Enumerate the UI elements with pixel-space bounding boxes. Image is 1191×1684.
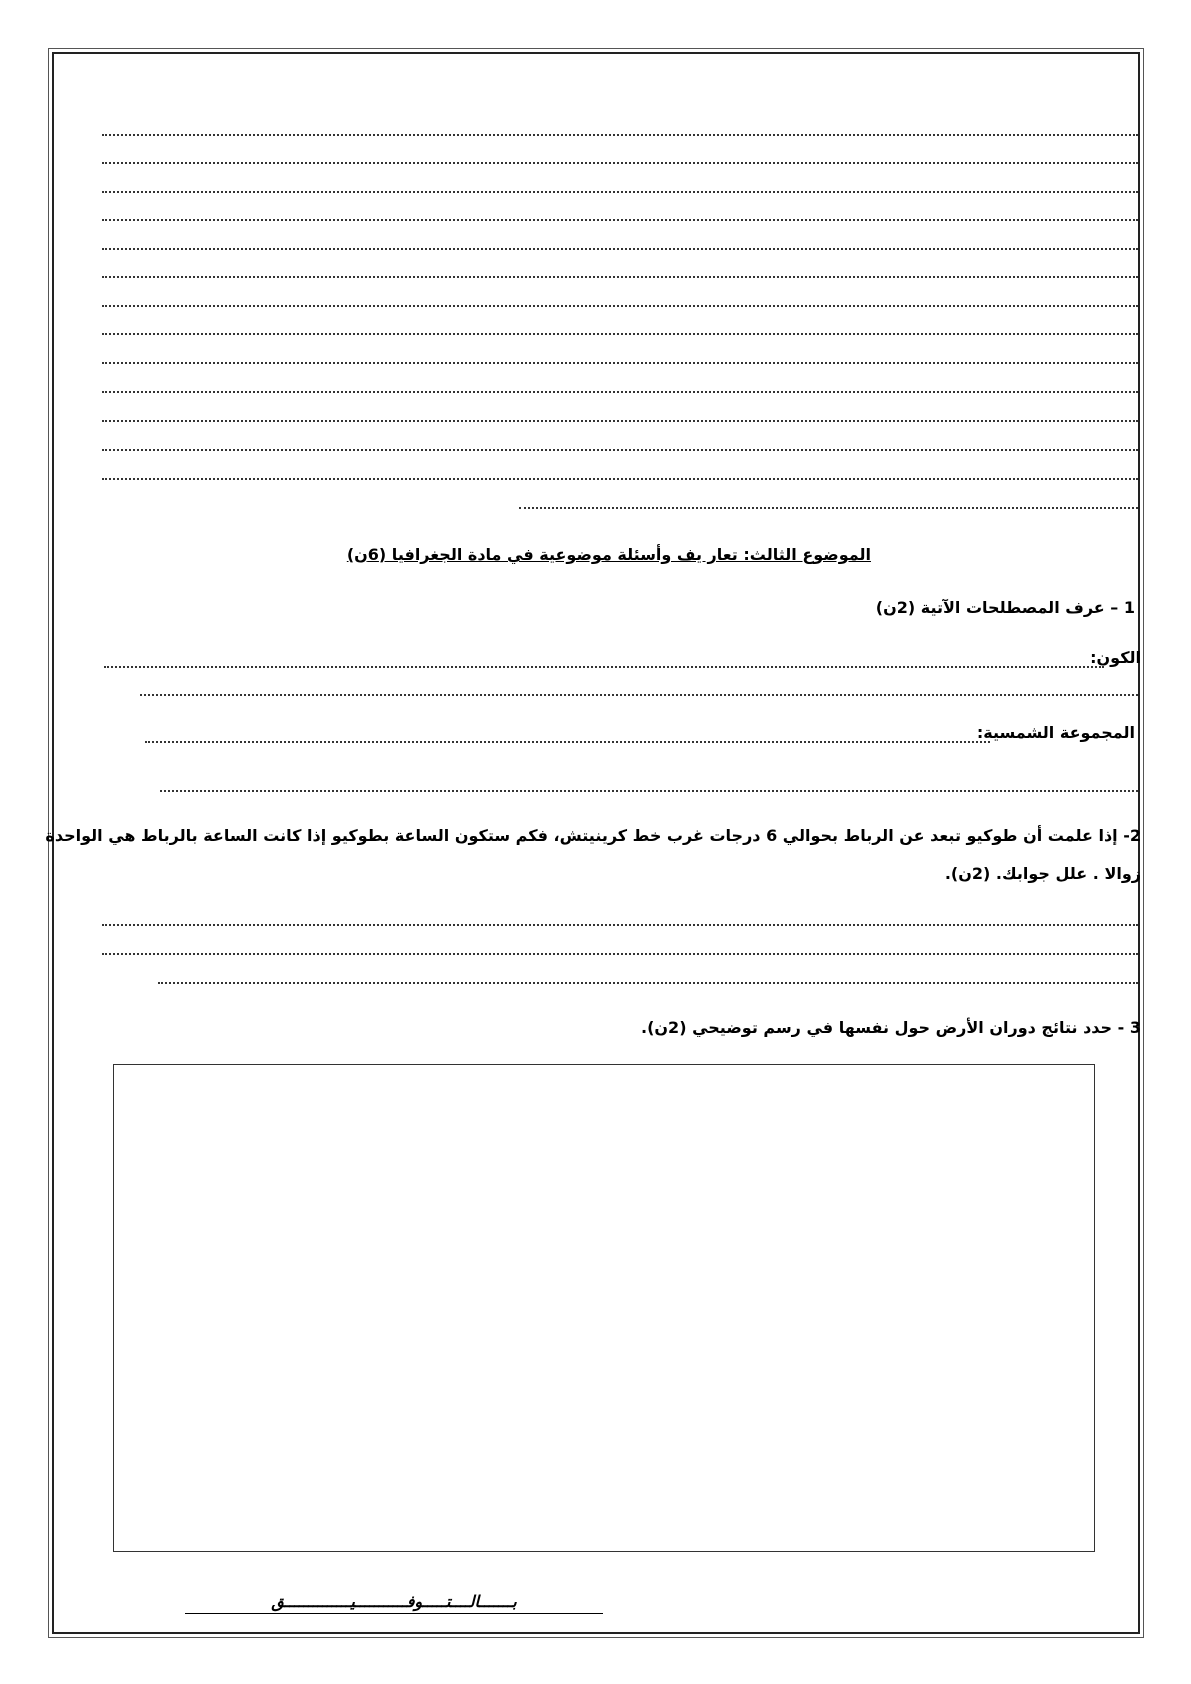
- answer-line: [102, 276, 1138, 278]
- answer-line: [145, 741, 990, 743]
- answer-line: [102, 924, 1138, 926]
- answer-line: [102, 162, 1138, 164]
- answer-line: [102, 248, 1138, 250]
- term-universe-label: الكون:: [1090, 648, 1141, 667]
- drawing-answer-box[interactable]: [113, 1064, 1095, 1552]
- answer-line: [102, 191, 1138, 193]
- answer-line: [102, 391, 1138, 393]
- answer-line: [104, 666, 1104, 668]
- section-heading: الموضوع الثالث: تعار يف وأسئلة موضوعية في مادة الجغرافيا (6ن): [346, 545, 871, 564]
- term-solar-system-label: المجموعة الشمسية:: [976, 723, 1135, 742]
- answer-line: [102, 219, 1138, 221]
- question-1-title: 1 – عرف المصطلحات الآتية (2ن): [875, 598, 1135, 617]
- answer-line: [140, 694, 1138, 696]
- answer-line: [102, 333, 1138, 335]
- answer-line: [158, 982, 1138, 984]
- answer-line: [102, 420, 1138, 422]
- question-3-title: 3 - حدد نتائج دوران الأرض حول نفسها في رسم توضيحي (2ن).: [641, 1018, 1141, 1037]
- answer-line: [102, 305, 1138, 307]
- footer-good-luck: بـــــــالــــتـــــوفـــــــــــيــــــــــــــق: [271, 1592, 517, 1611]
- answer-line: [102, 134, 1138, 136]
- answer-line: [102, 362, 1138, 364]
- question-2-line-2: زوالا . علل جوابك. (2ن).: [944, 864, 1141, 883]
- question-2-line-1: 2- إذا علمت أن طوكيو تبعد عن الرباط بحوالي 6 درجات غرب خط كرينيتش، فكم ستكون الساعة بطوكيو إذا كانت الساعة بالرباط هي الواحدة: [45, 826, 1141, 845]
- answer-line: [102, 478, 1138, 480]
- answer-line: [160, 790, 1138, 792]
- answer-line: [519, 507, 1138, 509]
- footer-underline: [185, 1613, 603, 1614]
- answer-line: [102, 449, 1138, 451]
- answer-line: [102, 953, 1138, 955]
